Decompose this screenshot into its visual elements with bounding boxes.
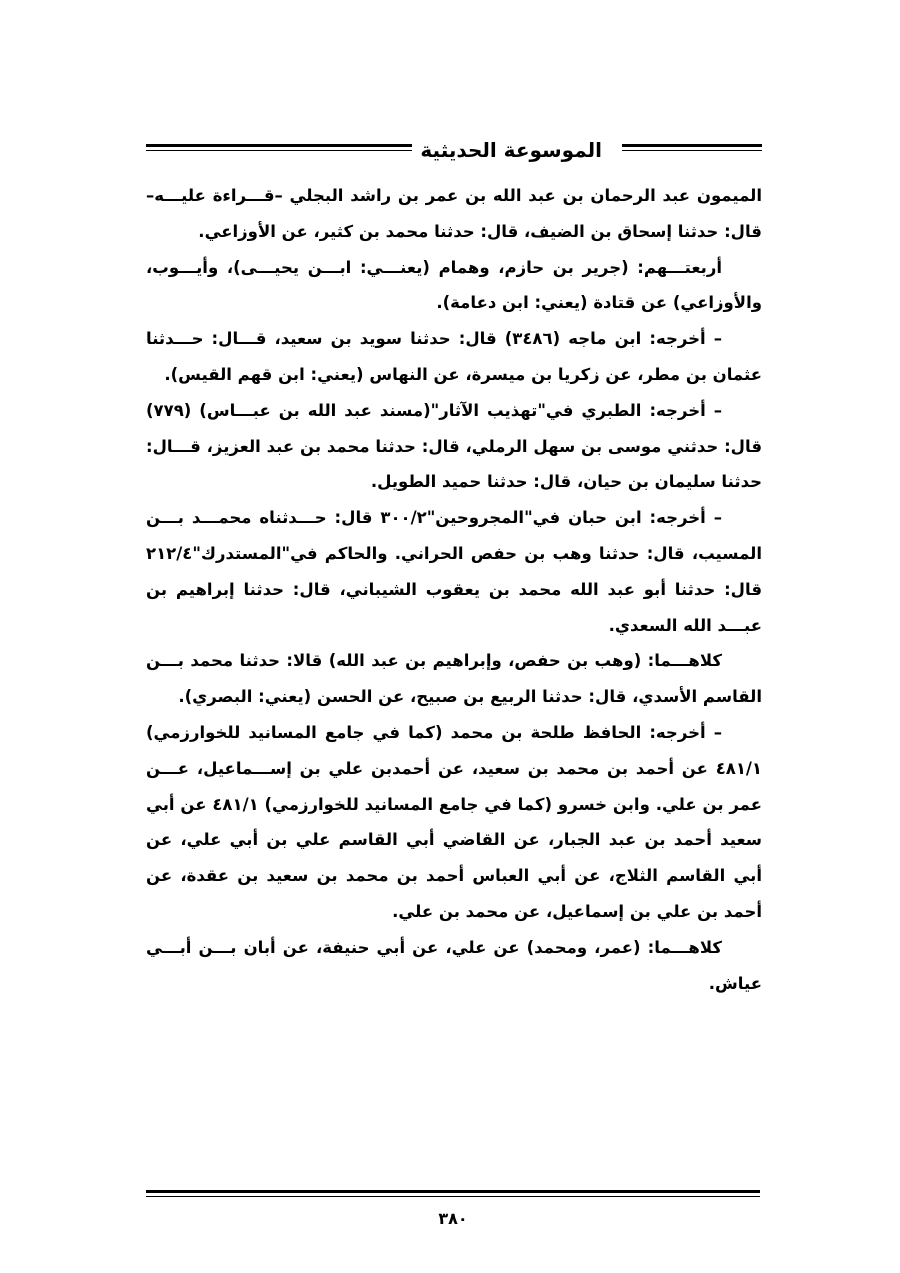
page-body [146, 178, 762, 1001]
paragraph-2: أربعتـــهم: (جرير بن حازم، وهمام (يعنـــي: ابـــن يحيـــى)، وأيـــوب، والأوزاعي) عن قتادة (يعني: ابن دعامة). [146, 257, 762, 313]
paragraph-3: – أخرجه: ابن ماجه (٣٤٨٦) قال: حدثنا سويد بن سعيد، قـــال: حـــدثنا عثمان بن مطر، عن زكريا بن ميسرة، عن النهاس (يعني: ابن قهم القيس). [146, 329, 762, 384]
paragraph-4: – أخرجه: الطبري في"تهذيب الآثار"(مسند عبد الله بن عبـــاس) (٧٧٩) قال: حدثني موسى بن سهل الرملي، قال: حدثنا محمد بن عبد العزيز، قـــال: حدثنا سليمان بن حيان، قال: حدثنا حميد الطويل. [146, 400, 762, 492]
paragraph-8: كلاهـــما: (عمر، ومحمد) عن علي، عن أبي حنيفة، عن أبان بـــن أبـــي عياش. [146, 937, 762, 993]
footer-rule-thick [146, 1190, 760, 1193]
paragraph-5: – أخرجه: ابن حبان في"المجروحين"٣٠٠/٢ قال: حـــدثناه محمـــد بـــن المسيب، قال: حدثنا وهب بن حفص الحراني. والحاكم في"المستدرك"٢١٢/٤ قال: حدثنا أبو عبد الله محمد بن يعقوب الشيباني، قال: حدثنا إبراهيم بن عبـــد الله السعدي. [146, 508, 762, 635]
header-rule-right-thin [622, 150, 762, 151]
page-header [146, 130, 762, 170]
page-number: ٣٨٠ [438, 1209, 468, 1228]
footer-rule-thin [146, 1196, 760, 1197]
paragraph-1: الميمون عبد الرحمان بن عبد الله بن عمر بن راشد البجلي –قـــراءة عليـــه– قال: حدثنا إسحاق بن الضيف، قال: حدثنا محمد بن كثير، عن الأوزاعي. [146, 186, 762, 241]
paragraph-7: – أخرجه: الحافظ طلحة بن محمد (كما في جامع المسانيد للخوارزمي) ٤٨١/١ عن أحمد بن محمد بن سعيد، عن أحمدبن علي بن إســـماعيل، عـــن عمر بن علي. وابن خسرو (كما في جامع المسانيد للخوارزمي) ٤٨١/١ عن أبي سعيد أحمد بن عبد الجبار، عن القاضي أبي القاسم علي بن أبي علي، عن أبي القاسم الثلاج، عن أبي العباس أحمد بن محمد بن سعيد بن عقدة، عن أحمد بن علي بن إسماعيل، عن محمد بن علي. [146, 722, 762, 921]
paragraph-6: كلاهـــما: (وهب بن حفص، وإبراهيم بن عبد الله) قالا: حدثنا محمد بـــن القاسم الأسدي، قال: حدثنا الربيع بن صبيح، عن الحسن (يعني: البصري). [146, 651, 762, 707]
header-rule-right-thick [622, 144, 762, 147]
running-title: الموسوعة الحديثية [412, 138, 610, 162]
